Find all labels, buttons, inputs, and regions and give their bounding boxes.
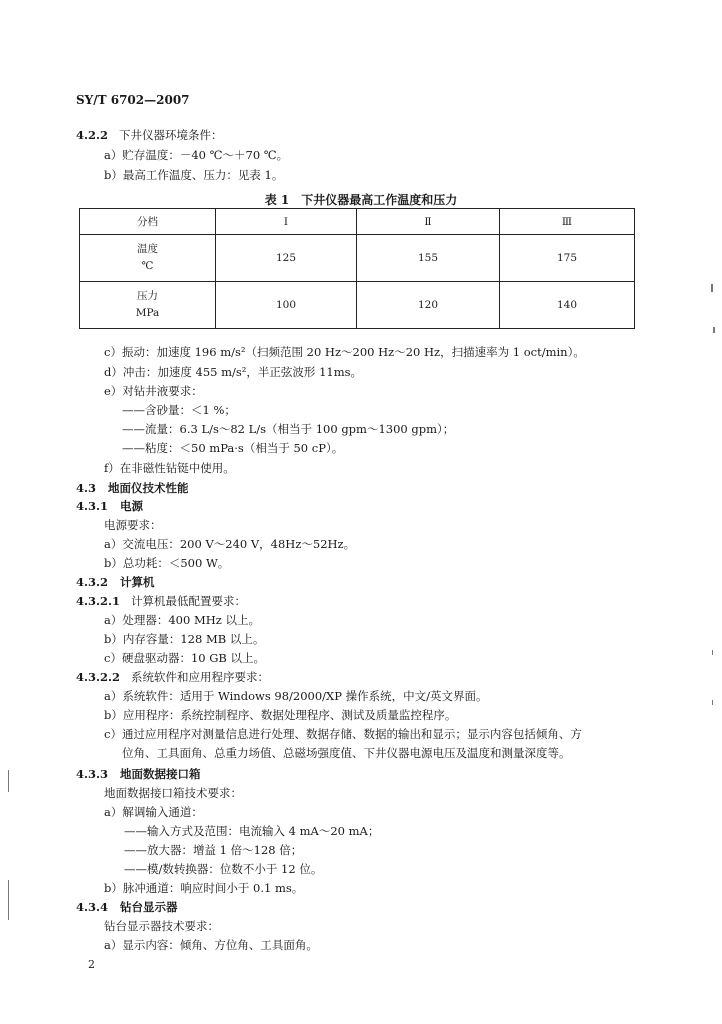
list-item: c）振动：加速度 196 m/s²（扫频范围 20 Hz～200 Hz～20 Hz，扫描速率为 1 oct/min）。 — [104, 345, 585, 359]
section-number: 4.2.2 — [76, 128, 109, 142]
dash-item: ——放大器：增益 1 倍～128 倍； — [124, 843, 303, 857]
list-item: a）处理器：400 MHz 以上。 — [104, 613, 260, 627]
dash-item: ——模/数转换器：位数不小于 12 位。 — [124, 862, 323, 876]
table-header-cell: Ⅲ — [500, 209, 635, 235]
row-label: 压力 — [137, 290, 158, 302]
section-title: 地面数据接口箱 — [120, 767, 201, 781]
list-item: c）硬盘驱动器：10 GB 以上。 — [104, 651, 266, 665]
list-item: a）系统软件：适用于 Windows 98/2000/XP 操作系统，中文/英文界面。 — [104, 689, 488, 703]
table-header-cell: Ⅱ — [357, 209, 500, 235]
list-item: a）交流电压：200 V～240 V，48Hz～52Hz。 — [104, 537, 356, 551]
section-title: 系统软件和应用程序要求： — [131, 670, 269, 684]
scan-mark — [712, 700, 713, 705]
section-title: 地面仪技术性能 — [108, 481, 189, 495]
section-number: 4.3.2.1 — [76, 594, 121, 608]
section-title: 计算机 — [120, 575, 155, 589]
section-number: 4.3.1 — [76, 499, 109, 513]
section-title: 下井仪器环境条件： — [118, 128, 223, 142]
table-cell: 140 — [500, 282, 635, 329]
paragraph: 电源要求： — [104, 518, 162, 532]
section-title: 钻台显示器 — [120, 900, 178, 914]
row-label: 温度 — [137, 243, 158, 255]
table-header-cell: Ⅰ — [216, 209, 357, 235]
section-number: 4.3.4 — [76, 900, 109, 914]
table-cell: 175 — [500, 235, 635, 282]
list-item: a）解调输入通道： — [104, 805, 203, 819]
document-code: SY/T 6702—2007 — [76, 93, 190, 107]
scan-mark — [8, 770, 9, 792]
list-item: b）脉冲通道：响应时间小于 0.1 ms。 — [104, 881, 304, 895]
list-item: a）显示内容：倾角、方位角、工具面角。 — [104, 938, 318, 952]
table-caption: 表 1 下井仪器最高工作温度和压力 — [264, 193, 458, 207]
temperature-pressure-table — [79, 208, 635, 329]
dash-item: ——粘度：＜50 mPa·s（相当于 50 cP）。 — [122, 441, 344, 455]
dash-item: ——输入方式及范围：电流输入 4 mA～20 mA； — [124, 824, 380, 838]
page-number: 2 — [88, 958, 95, 971]
scan-mark — [8, 880, 9, 920]
scan-mark — [711, 284, 713, 292]
section-4-3 — [76, 481, 189, 495]
list-item: c）通过应用程序对测量信息进行处理、数据存储、数据的输出和显示；显示内容包括倾角、方 — [104, 727, 582, 741]
table-cell: 125 — [216, 235, 357, 282]
list-item: a）贮存温度：－40 ℃～＋70 ℃。 — [104, 148, 289, 162]
scan-mark — [713, 327, 715, 333]
section-4-2-2 — [76, 128, 222, 142]
list-item-continuation: 位角、工具面角、总重力场值、总磁场强度值、下井仪器电源电压及温度和测量深度等。 — [122, 746, 571, 760]
dash-item: ——含砂量：＜1 %； — [122, 403, 236, 417]
section-number: 4.3 — [76, 481, 97, 495]
table-cell: 100 — [216, 282, 357, 329]
list-item: f）在非磁性钻铤中使用。 — [104, 461, 235, 475]
table-cell: 155 — [357, 235, 500, 282]
section-number: 4.3.2.2 — [76, 670, 121, 684]
list-item: b）应用程序：系统控制程序、数据处理程序、测试及质量监控程序。 — [104, 708, 457, 722]
list-item: b）最高工作温度、压力：见表 1。 — [104, 168, 284, 182]
list-item: b）总功耗：＜500 W。 — [104, 556, 230, 570]
section-4-3-1 — [76, 499, 143, 513]
section-4-3-3 — [76, 767, 201, 781]
paragraph: 钻台显示器技术要求： — [104, 919, 219, 933]
table-row — [80, 235, 635, 282]
section-title: 电源 — [120, 499, 144, 513]
section-number: 4.3.3 — [76, 767, 109, 781]
section-4-3-2 — [76, 575, 155, 589]
row-unit: MPa — [135, 307, 160, 319]
dash-item: ——流量：6.3 L/s～82 L/s（相当于 100 gpm～1300 gpm）； — [122, 422, 455, 436]
section-4-3-4 — [76, 900, 178, 914]
row-label-cell — [80, 282, 216, 329]
list-item: d）冲击：加速度 455 m/s²，半正弦波形 11ms。 — [104, 365, 363, 379]
list-item: b）内存容量：128 MB 以上。 — [104, 632, 265, 646]
paragraph: 地面数据接口箱技术要求： — [104, 786, 242, 800]
row-unit: ℃ — [141, 260, 154, 272]
section-title: 计算机最低配置要求： — [131, 594, 246, 608]
table-header-cell: 分档 — [80, 209, 216, 235]
row-label-cell — [80, 235, 216, 282]
scan-mark — [712, 650, 713, 655]
section-number: 4.3.2 — [76, 575, 109, 589]
section-4-3-2-2 — [76, 670, 269, 684]
section-4-3-2-1 — [76, 594, 246, 608]
table-cell: 120 — [357, 282, 500, 329]
list-item: e）对钻井液要求： — [104, 384, 203, 398]
table-header-row — [80, 209, 635, 235]
table-row — [80, 282, 635, 329]
